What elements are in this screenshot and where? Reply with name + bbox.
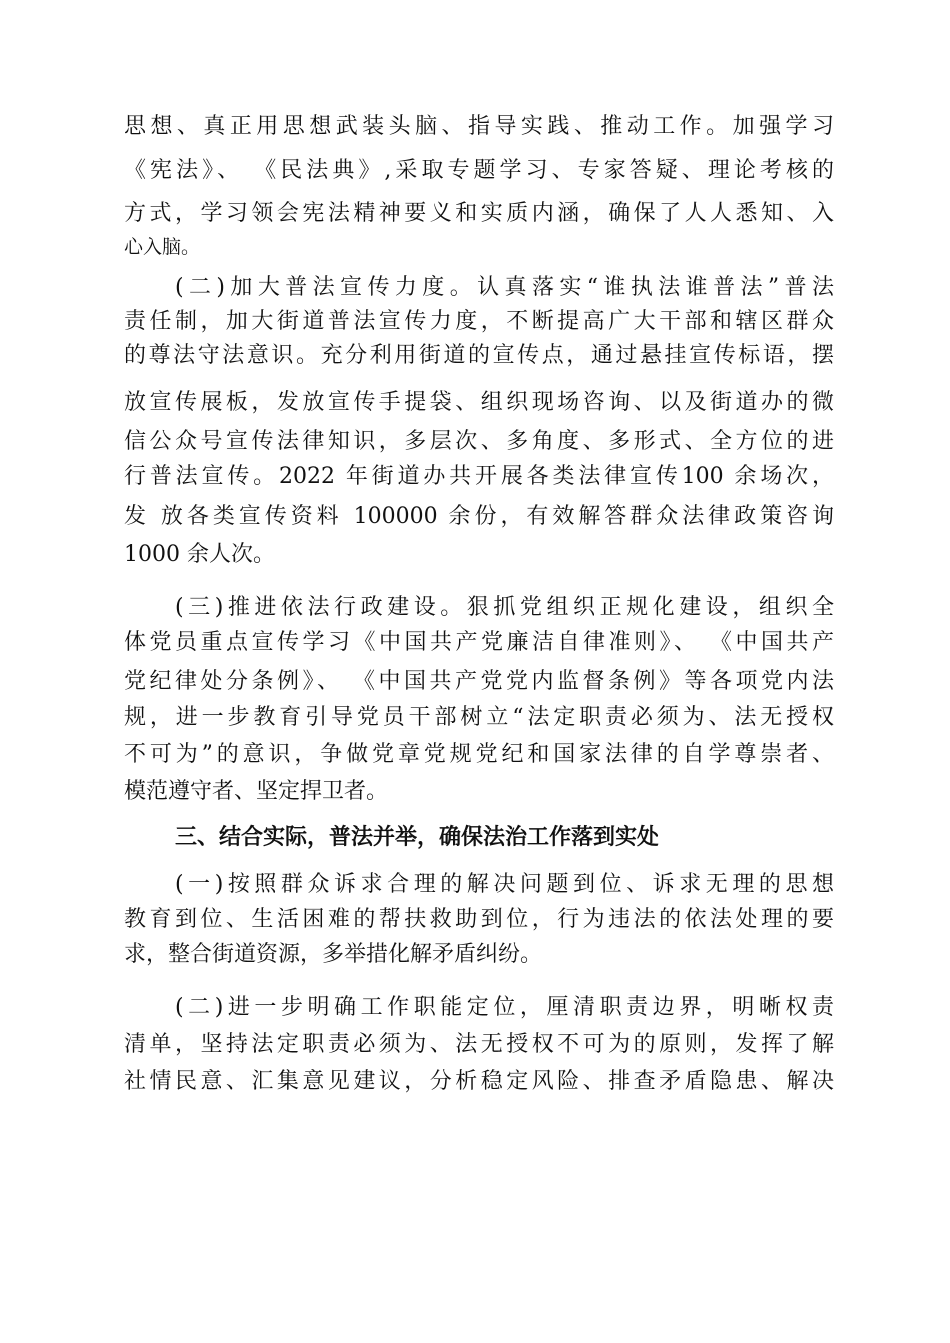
paragraph-line: 规，进一步教育引导党员干部树立“法定职责必须为、法无授权 bbox=[124, 705, 834, 730]
paragraph-line: 信公众号宣传法律知识，多层次、多角度、多形式、全方位的进 bbox=[124, 429, 834, 454]
paragraph-first-line: (一)按照群众诉求合理的解决问题到位、诉求无理的思想 bbox=[175, 872, 834, 897]
paragraph-line: 心入脑。 bbox=[124, 236, 201, 258]
paragraph-line: 体党员重点宣传学习《中国共产党廉洁自律准则》、 《中国共产 bbox=[124, 630, 834, 655]
paragraph-first-line: (二)进一步明确工作职能定位，厘清职责边界，明晰权责 bbox=[175, 995, 834, 1020]
paragraph-line: 思想、真正用思想武装头脑、指导实践、推动工作。加强学习 bbox=[124, 114, 834, 139]
paragraph-line: 1000 余人次。 bbox=[124, 542, 275, 567]
paragraph-line: 教育到位、生活困难的帮扶救助到位，行为违法的依法处理的要 bbox=[124, 907, 834, 932]
paragraph-first-line: (三)推进依法行政建设。狠抓党组织正规化建设，组织全 bbox=[175, 595, 834, 620]
paragraph-line: 行普法宣传。2022 年街道办共开展各类法律宣传100 余场次， bbox=[124, 464, 834, 489]
paragraph-line: 清单，坚持法定职责必须为、法无授权不可为的原则，发挥了解 bbox=[124, 1032, 834, 1057]
paragraph-line: 发 放各类宣传资料 100000 余份，有效解答群众法律政策咨询 bbox=[124, 504, 834, 529]
paragraph-line: 党纪律处分条例》、 《中国共产党党内监督条例》等各项党内法 bbox=[124, 669, 834, 694]
paragraph-line: 社情民意、汇集意见建议，分析稳定风险、排查矛盾隐患、解决 bbox=[124, 1069, 834, 1094]
paragraph-first-line: (二)加大普法宣传力度。认真落实“谁执法谁普法”普法 bbox=[175, 275, 834, 300]
paragraph-line: 不可为”的意识，争做党章党规党纪和国家法律的自学尊崇者、 bbox=[124, 742, 834, 767]
paragraph-line: 的尊法守法意识。充分利用街道的宣传点，通过悬挂宣传标语，摆 bbox=[124, 343, 834, 368]
paragraph-line: 《宪法》、 《民法典》,采取专题学习、专家答疑、理论考核的 bbox=[124, 158, 834, 183]
paragraph-line: 模范遵守者、坚定捍卫者。 bbox=[124, 779, 389, 804]
section-heading: 三、结合实际，普法并举，确保法治工作落到实处 bbox=[175, 825, 660, 850]
paragraph-line: 责任制，加大街道普法宣传力度，不断提高广大干部和辖区群众 bbox=[124, 309, 834, 334]
paragraph-line: 方式，学习领会宪法精神要义和实质内涵，确保了人人悉知、入 bbox=[124, 201, 834, 226]
paragraph-line: 求，整合街道资源，多举措化解矛盾纠纷。 bbox=[124, 942, 543, 967]
paragraph-line: 放宣传展板，发放宣传手提袋、组织现场咨询、以及街道办的微 bbox=[124, 390, 834, 415]
